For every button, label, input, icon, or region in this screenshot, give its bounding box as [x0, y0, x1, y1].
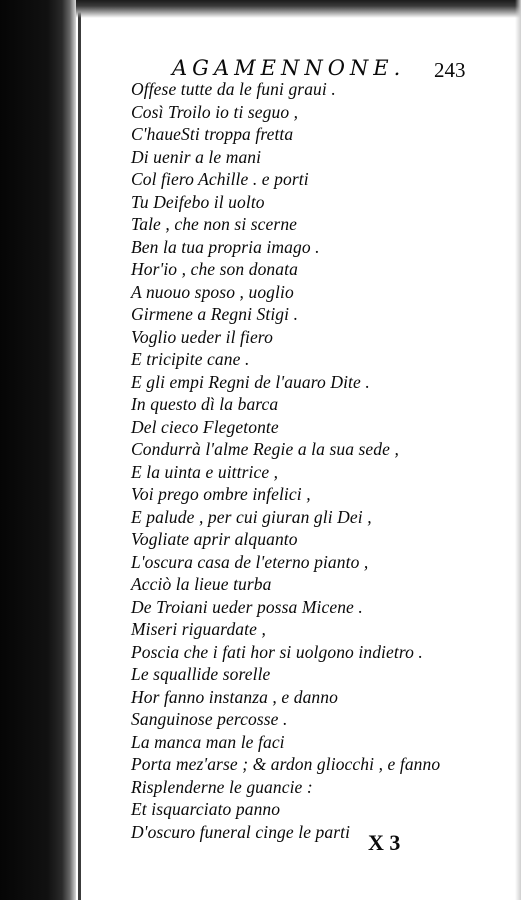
- verse-line: Sanguinose percosse .: [131, 709, 288, 729]
- running-head: AGAMENNONE.: [172, 56, 406, 80]
- verse-line: Tu Deifebo il uolto: [131, 191, 265, 212]
- verse-line: Tale , che non si scerne: [131, 214, 298, 234]
- verse-line: E gli empi Regni de l'auaro Dite .: [131, 371, 370, 392]
- verse-line: Girmene a Regni Stigi .: [131, 304, 299, 324]
- verse-line: D'oscuro funeral cinge le parti: [131, 821, 351, 842]
- verse-line: Miseri riguardate ,: [131, 619, 266, 639]
- verse-line: De Troiani ueder possa Micene .: [131, 596, 363, 617]
- verse-line: Col fiero Achille . e porti: [131, 169, 309, 189]
- page-gutter-shadow: [0, 0, 76, 900]
- verse-block: [131, 78, 440, 843]
- page-number: 243: [434, 58, 466, 82]
- verse-line: Così Troilo io ti seguo ,: [131, 101, 299, 122]
- verse-line: Ben la tua propria imago .: [131, 236, 320, 257]
- verse-line: Risplenderne le guancie :: [131, 776, 313, 797]
- verse-line: In questo dì la barca: [131, 394, 279, 414]
- verse-line: Hor fanno instanza , e danno: [131, 686, 338, 707]
- verse-line: Poscia che i fati hor si uolgono indietro .: [131, 641, 423, 662]
- verse-line: La manca man le faci: [131, 731, 285, 752]
- verse-line: Voi prego ombre infelici ,: [131, 484, 311, 504]
- verse-line: E la uinta e uittrice ,: [131, 461, 279, 482]
- verse-line: E tricipite cane .: [131, 349, 250, 369]
- verse-line: Condurrà l'alme Regie a la sua sede ,: [131, 439, 399, 459]
- verse-line: Et isquarciato panno: [131, 799, 281, 819]
- verse-line: Le squallide sorelle: [131, 664, 271, 684]
- right-edge-shadow: [515, 0, 521, 900]
- signature-mark: X 3: [368, 830, 401, 855]
- verse-line: Del cieco Flegetonte: [131, 416, 279, 437]
- verse-line: Vogliate aprir alquanto: [131, 529, 298, 549]
- verse-line: Hor'io , che son donata: [131, 259, 298, 279]
- gutter-fold-line: [78, 0, 81, 900]
- verse-line: Offese tutte da le funi graui .: [131, 79, 336, 99]
- verse-line: Acciò la lieue turba: [131, 574, 272, 594]
- verse-line: A nuouo sposo , uoglio: [131, 281, 294, 302]
- verse-line: Voglio ueder il fiero: [131, 326, 273, 347]
- top-edge-shadow: [76, 0, 521, 18]
- verse-line: C'haueSti troppa fretta: [131, 124, 294, 144]
- verse-line: L'oscura casa de l'eterno pianto ,: [131, 551, 369, 572]
- verse-line: Porta mez'arse ; & ardon gliocchi , e fanno: [131, 754, 441, 774]
- verse-line: Di uenir a le mani: [131, 146, 262, 167]
- verse-line: E palude , per cui giuran gli Dei ,: [131, 506, 372, 527]
